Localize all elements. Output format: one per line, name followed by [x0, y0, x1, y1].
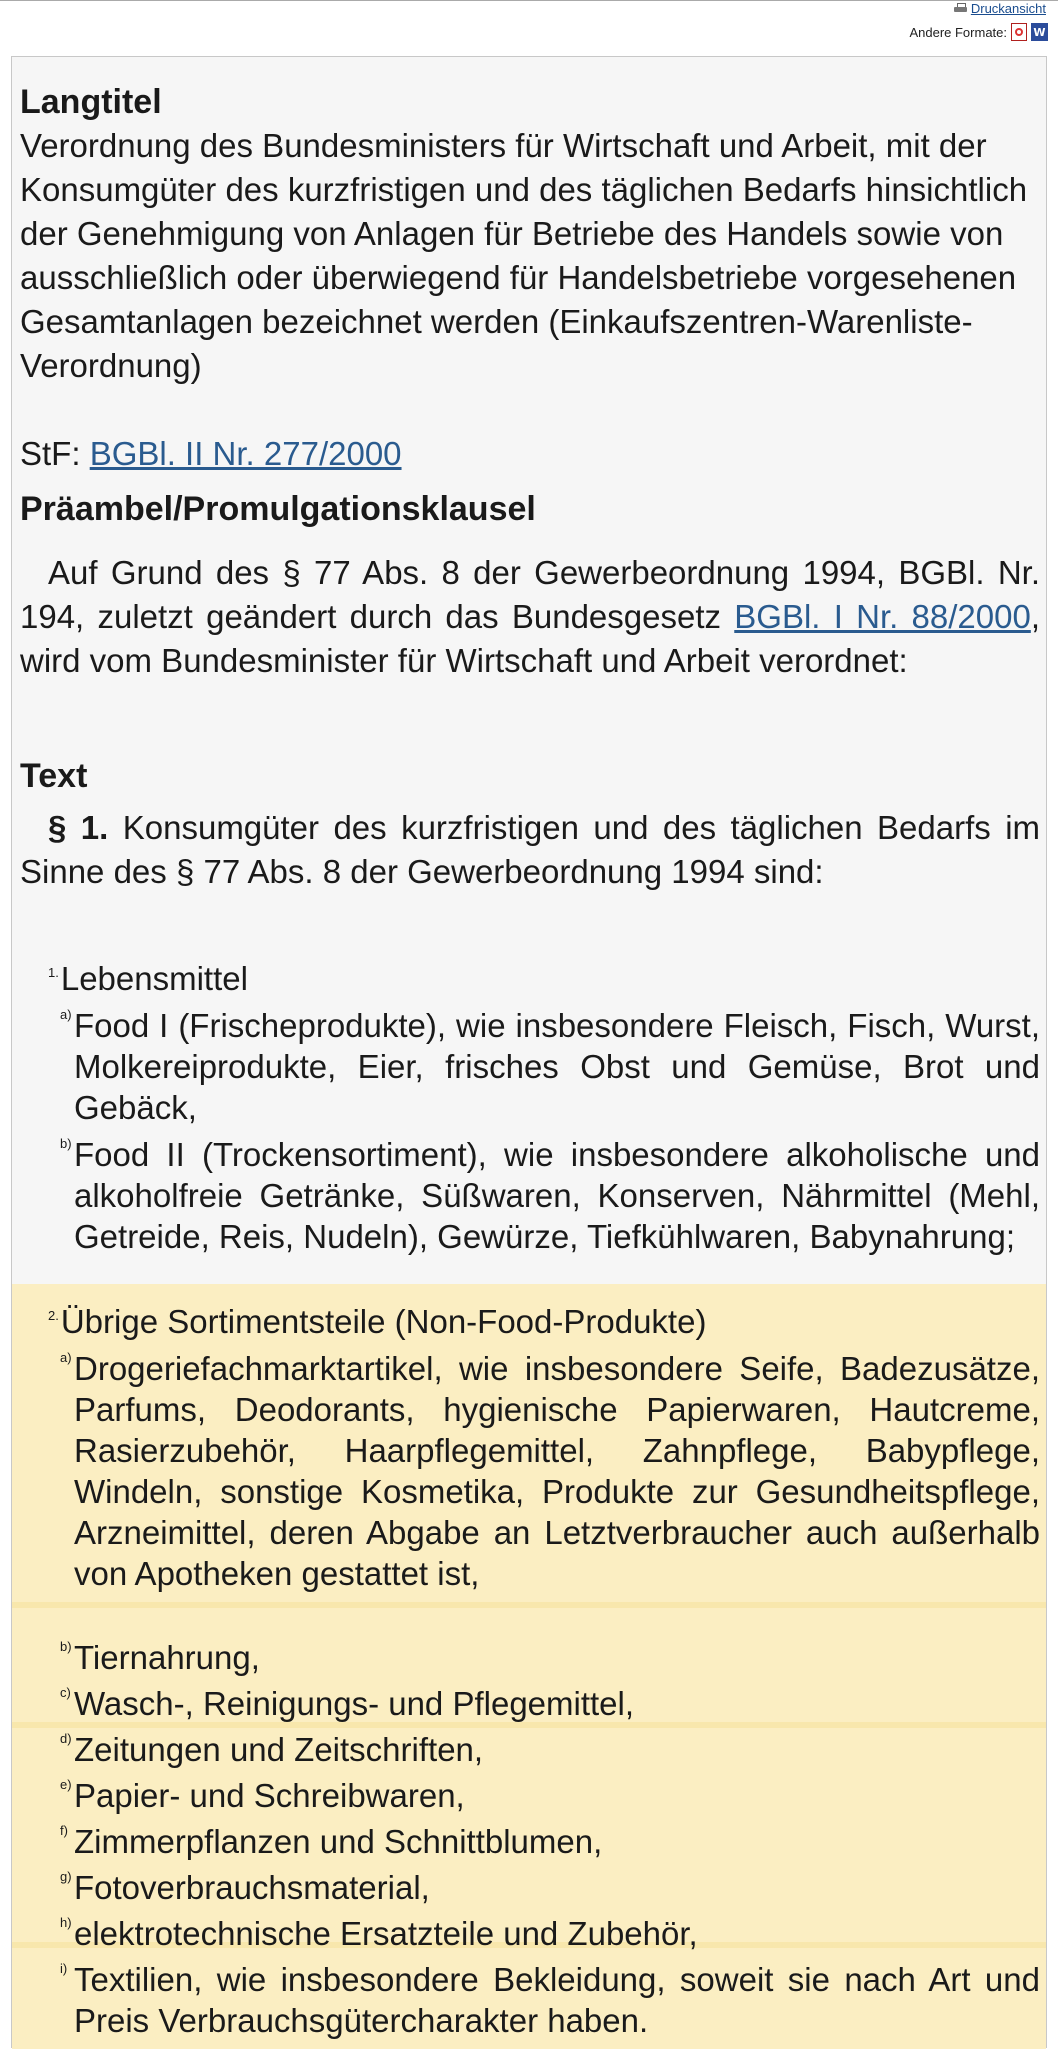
item-text: Zeitungen und Zeitschriften, — [74, 1731, 484, 1768]
group-marker: 1. — [48, 965, 59, 980]
list-group-1 — [48, 957, 1038, 1001]
stf-link[interactable]: BGBl. II Nr. 277/2000 — [89, 435, 402, 472]
item-text: Food I (Frischeprodukte), wie insbesondere Fleisch, Fisch, Wurst, Molkereiprodukte, Eier, frisches Obst und Gemüse, Brot und Gebäck, — [74, 1007, 1040, 1126]
item-marker: f) — [60, 1823, 68, 1838]
item-marker: a) — [60, 1007, 72, 1022]
item-text: Textilien, wie insbesondere Bekleidung, soweit sie nach Art und Preis Verbrauchsgütercharakter haben. — [74, 1961, 1040, 2039]
list-item — [60, 1821, 1040, 1862]
preamble-heading: Präambel/Promulgationsklausel — [20, 490, 536, 528]
paragraph-1 — [20, 806, 1040, 894]
item-marker: h) — [60, 1915, 72, 1930]
item-marker: a) — [60, 1350, 72, 1365]
list-item — [60, 1775, 1040, 1816]
list-item — [60, 1913, 1040, 1954]
group-marker: 2. — [48, 1308, 59, 1323]
item-marker: g) — [60, 1869, 72, 1884]
print-view-control[interactable] — [954, 0, 1046, 16]
item-marker: d) — [60, 1731, 72, 1746]
item-text: Zimmerpflanzen und Schnittblumen, — [74, 1823, 603, 1860]
document-panel — [11, 56, 1047, 2048]
top-divider — [0, 0, 1058, 1]
print-view-link[interactable]: Druckansicht — [970, 0, 1046, 16]
list-item — [60, 1729, 1040, 1770]
item-text: Drogeriefachmarktartikel, wie insbesondere Seife, Badezusätze, Parfums, Deodorants, hygienische Papierwaren, Hautcreme, Rasierzubehör, Haarpflegemittel, Zahnpflege, Babypflege, Windeln, sonstige Kosmetika, Produkte zur Gesundheitspflege, Arzneimittel, deren Abgabe an Letztverbraucher auch außerhalb von Apotheken gestattet ist, — [74, 1350, 1040, 1592]
group-title: Übrige Sortimentsteile (Non-Food-Produkte) — [60, 1303, 707, 1340]
text-heading: Text — [20, 757, 88, 795]
preamble-text-before: Auf Grund des § 77 Abs. 8 der Gewerbeordnung 1994, BGBl. Nr. 194, zuletzt geändert durch das Bundesgesetz — [20, 554, 1040, 635]
item-marker: i) — [60, 1961, 68, 1976]
item-text: Wasch-, Reinigungs- und Pflegemittel, — [74, 1685, 635, 1722]
item-text: Papier- und Schreibwaren, — [74, 1777, 465, 1814]
word-icon[interactable]: W — [1031, 23, 1048, 41]
other-formats — [909, 22, 1048, 42]
other-formats-label: Andere Formate: — [909, 24, 1007, 40]
stf-line — [20, 432, 1040, 476]
preamble-link[interactable]: BGBl. I Nr. 88/2000 — [734, 598, 1031, 635]
preamble-text-after: , wird vom Bundesminister für Wirtschaft und Arbeit verordnet: — [20, 598, 1040, 679]
list-item — [60, 1683, 1040, 1724]
highlight-band — [12, 1602, 1046, 1608]
item-marker: e) — [60, 1777, 72, 1792]
preamble-text — [20, 551, 1040, 683]
paragraph-label: § 1. — [48, 809, 109, 846]
item-marker: b) — [60, 1639, 72, 1654]
list-item — [60, 1959, 1040, 2041]
item-marker: b) — [60, 1136, 72, 1151]
stf-label: StF: — [20, 435, 81, 472]
item-text: Food II (Trockensortiment), wie insbesondere alkoholische und alkoholfreie Getränke, Süßwaren, Konserven, Nährmittel (Mehl, Getreide, Reis, Nudeln), Gewürze, Tiefkühlwaren, Babynahrung; — [74, 1136, 1040, 1255]
item-marker: c) — [60, 1685, 71, 1700]
printer-icon[interactable] — [954, 3, 967, 13]
pdf-icon[interactable] — [1011, 23, 1027, 41]
item-text: elektrotechnische Ersatzteile und Zubehör, — [74, 1915, 698, 1952]
toolbar — [0, 0, 1058, 56]
group-title: Lebensmittel — [60, 960, 248, 997]
item-text: Tiernahrung, — [74, 1639, 260, 1676]
langtitel-heading: Langtitel — [20, 83, 162, 121]
langtitel-text: Verordnung des Bundesministers für Wirtschaft und Arbeit, mit der Konsumgüter des kurzfristigen und des täglichen Bedarfs hinsichtlich der Genehmigung von Anlagen für Betriebe des Handels sowie von ausschließlich oder überwiegend für Handelsbetriebe vorgesehenen Gesamtanlagen bezeichnet werden (Einkaufszentren-Warenliste-Verordnung) — [20, 127, 1028, 384]
list-item — [60, 1348, 1040, 1594]
paragraph-text: Konsumgüter des kurzfristigen und des täglichen Bedarfs im Sinne des § 77 Abs. 8 der Gewerbeordnung 1994 sind: — [20, 809, 1041, 890]
list-item — [60, 1867, 1040, 1908]
list-item — [60, 1134, 1040, 1257]
list-item — [60, 1637, 1040, 1678]
list-group-2 — [48, 1300, 1038, 1344]
item-text: Fotoverbrauchsmaterial, — [74, 1869, 430, 1906]
list-item — [60, 1005, 1040, 1128]
